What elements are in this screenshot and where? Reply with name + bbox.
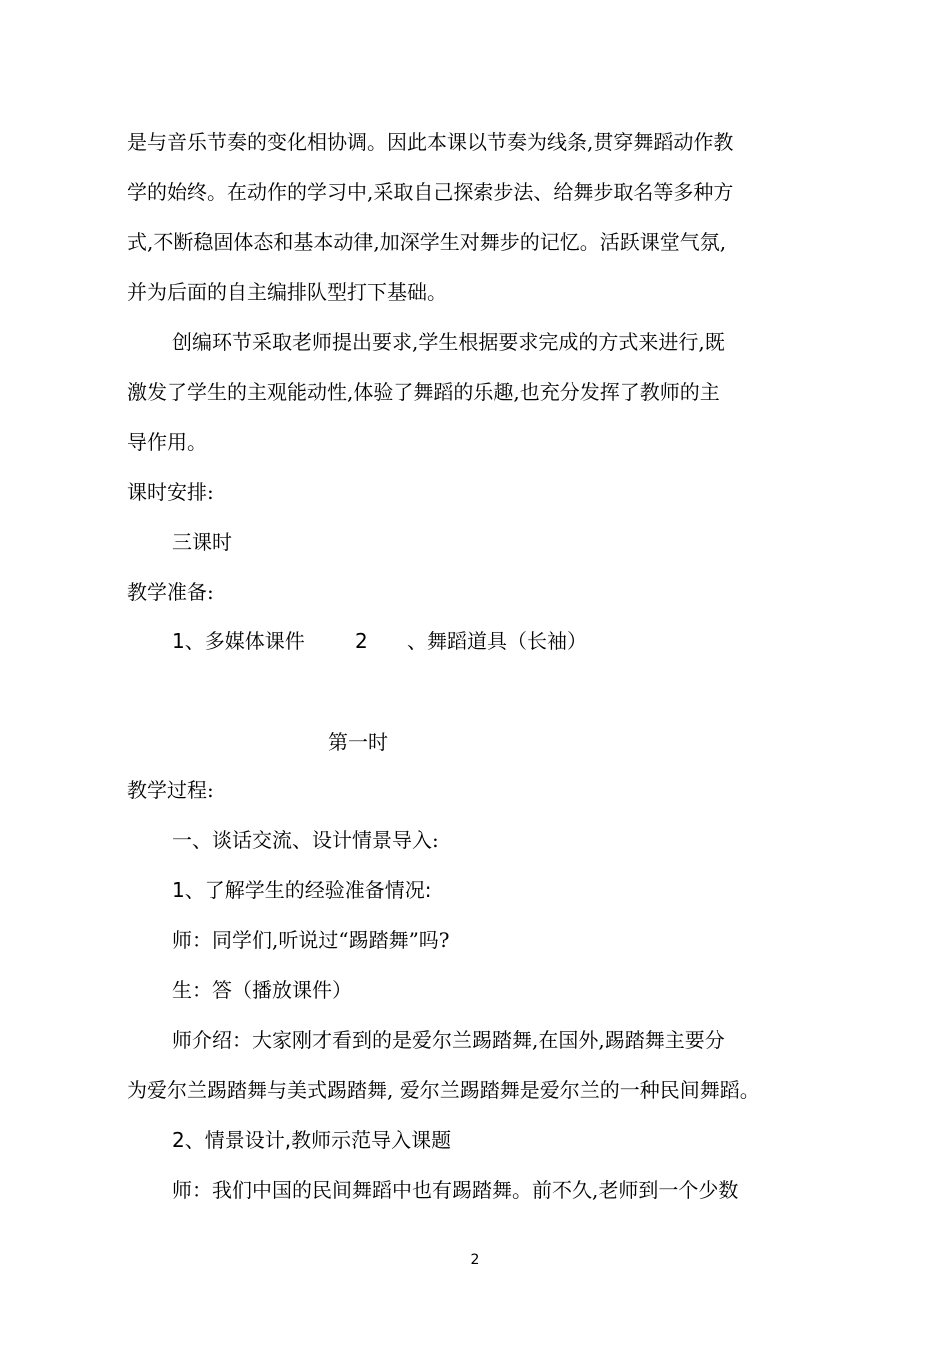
teacher-story: 师：我们中国的民间舞蹈中也有踢踏舞。前不久,老师到一个少数 bbox=[172, 1178, 739, 1202]
schedule-heading: 课时安排: bbox=[127, 480, 214, 504]
schedule-value: 三课时 bbox=[172, 530, 232, 554]
process-section-1: 一、谈话交流、设计情景导入: bbox=[172, 828, 439, 852]
process-step-1: 1、了解学生的经验准备情况: bbox=[172, 878, 432, 902]
paragraph-line: 式,不断稳固体态和基本动律,加深学生对舞步的记忆。活跃课堂气氛, bbox=[127, 230, 727, 254]
paragraph-line: 导作用。 bbox=[127, 430, 207, 454]
teacher-intro-line-2: 为爱尔兰踢踏舞与美式踢踏舞, 爱尔兰踢踏舞是爱尔兰的一种民间舞蹈。 bbox=[127, 1078, 760, 1102]
paragraph-line: 是与音乐节奏的变化相协调。因此本课以节奏为线条,贯穿舞蹈动作教 bbox=[127, 130, 734, 154]
student-answer: 生：答（播放课件） bbox=[172, 978, 352, 1002]
preparation-item-1: 1、多媒体课件 bbox=[172, 629, 305, 653]
process-heading: 教学过程: bbox=[127, 778, 214, 802]
paragraph-line: 学的始终。在动作的学习中,采取自己探索步法、给舞步取名等多种方 bbox=[127, 180, 734, 204]
page-number: 2 bbox=[470, 1252, 480, 1268]
preparation-item-2-text: 、舞蹈道具（长袖） bbox=[407, 629, 587, 653]
paragraph-line: 创编环节采取老师提出要求,学生根据要求完成的方式来进行,既 bbox=[172, 330, 725, 354]
process-step-2: 2、情景设计,教师示范导入课题 bbox=[172, 1128, 452, 1152]
preparation-item-2-number: 2 bbox=[355, 629, 368, 653]
teacher-question: 师：同学们,听说过“踢踏舞”吗? bbox=[172, 928, 450, 952]
paragraph-line: 激发了学生的主观能动性,体验了舞蹈的乐趣,也充分发挥了教师的主 bbox=[127, 380, 720, 404]
preparation-heading: 教学准备: bbox=[127, 580, 214, 604]
lesson-title: 第一时 bbox=[328, 730, 388, 754]
teacher-intro-line-1: 师介绍：大家刚才看到的是爱尔兰踢踏舞,在国外,踢踏舞主要分 bbox=[172, 1028, 725, 1052]
paragraph-line: 并为后面的自主编排队型打下基础。 bbox=[127, 280, 447, 304]
